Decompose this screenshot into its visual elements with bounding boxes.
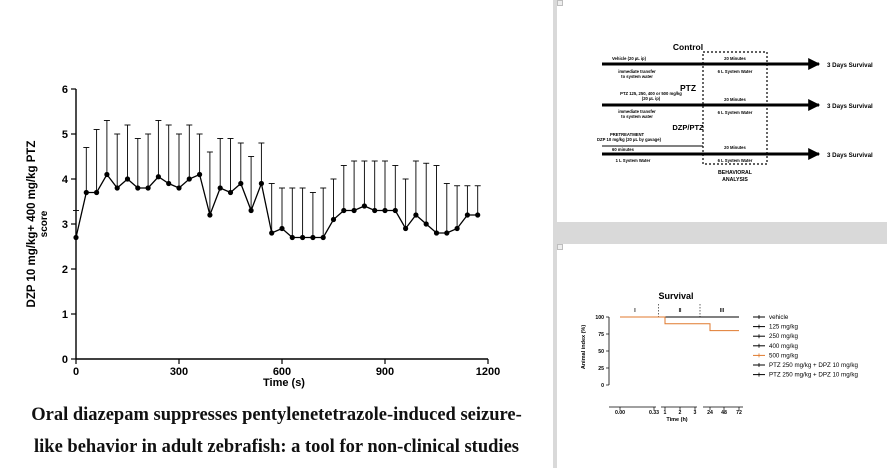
data-point	[321, 235, 326, 240]
row2-above-text-2: (20 µL ip)	[641, 96, 661, 101]
data-point	[73, 235, 78, 240]
y-axis-label-line1: DZP 10 mg/kg+ 400 mg/kg PTZ	[26, 140, 38, 308]
protocol-diagram-panel	[557, 0, 887, 222]
data-point	[84, 190, 89, 195]
survival-y-tick-label: 25	[598, 366, 604, 372]
row1-box-below: 6 L System Water	[717, 69, 753, 74]
survival-x-tick-label: 2	[678, 410, 682, 416]
data-point	[413, 212, 418, 217]
data-point	[269, 230, 274, 235]
row3-above-text-2: DZP 10 mg/kg (20 µL by gavage)	[597, 137, 661, 142]
row2-above-text-1: PTZ 125, 250, 400 or 500 mg/kg	[620, 91, 682, 96]
data-point	[310, 235, 315, 240]
row1-outcome: 3 Days Survival	[827, 62, 873, 69]
data-point	[135, 185, 140, 190]
data-point	[444, 230, 449, 235]
data-point	[352, 208, 357, 213]
x-tick-label: 600	[272, 366, 292, 378]
data-point	[290, 235, 295, 240]
x-tick-label: 300	[169, 366, 189, 378]
data-point	[249, 208, 254, 213]
y-tick-label: 1	[61, 309, 68, 321]
data-point	[341, 208, 346, 213]
legend-label: 125 mg/kg	[769, 323, 798, 331]
data-point	[197, 172, 202, 177]
row2-box-above: 20 Minutes	[724, 97, 746, 102]
survival-series-line	[620, 317, 739, 331]
data-point	[259, 181, 264, 186]
y-tick-label: 5	[61, 129, 68, 141]
survival-x-tick-label: 3	[693, 410, 697, 416]
y-tick-label: 4	[61, 174, 68, 186]
behavioral-analysis-label-1: BEHAVIORAL	[718, 170, 752, 176]
row3-box-above: 20 Minutes	[724, 145, 746, 150]
survival-segment-label: I	[634, 308, 636, 314]
data-point	[465, 212, 470, 217]
survival-x-tick-label: 48	[721, 410, 727, 416]
data-point	[156, 174, 161, 179]
data-point	[207, 212, 212, 217]
data-point	[393, 208, 398, 213]
survival-title: Survival	[658, 291, 694, 301]
data-point	[187, 176, 192, 181]
data-point	[176, 185, 181, 190]
data-point	[94, 190, 99, 195]
row1-above-text: Vehicle (20 µL ip)	[612, 56, 646, 61]
x-tick-label: 900	[375, 366, 395, 378]
data-point	[455, 226, 460, 231]
row1-box-above: 20 Minutes	[724, 56, 746, 61]
data-point	[475, 212, 480, 217]
data-point	[424, 221, 429, 226]
data-point	[238, 181, 243, 186]
y-tick-label: 2	[61, 264, 68, 276]
row2-below-text-1: immediate transfer	[618, 109, 656, 114]
data-point	[115, 185, 120, 190]
y-tick-label: 6	[61, 84, 68, 96]
row2-box-below: 6 L System Water	[717, 110, 753, 115]
series-line	[76, 175, 478, 238]
row3-box-below: 6 L System Water	[717, 158, 753, 163]
data-point	[166, 181, 171, 186]
survival-x-tick-label: 0.33	[648, 410, 660, 416]
survival-segment-label: III	[719, 308, 725, 314]
data-point	[331, 217, 336, 222]
x-axis-label: Time (s)	[263, 377, 305, 389]
data-point	[372, 208, 377, 213]
survival-x-tick-label: 72	[736, 410, 742, 416]
x-tick-label: 1200	[475, 366, 501, 378]
row-header-ptz: PTZ	[679, 83, 697, 93]
data-point	[228, 190, 233, 195]
survival-x-tick-label: 0.00	[614, 410, 626, 416]
y-axis-label-line2: score	[39, 210, 50, 238]
caption-line-2: like behavior in adult zebrafish: a tool for non-clinical studies	[34, 437, 519, 457]
survival-y-tick-label: 50	[598, 349, 604, 355]
data-point	[362, 203, 367, 208]
data-point	[403, 226, 408, 231]
survival-y-tick-label: 100	[595, 315, 604, 321]
legend-label: 400 mg/kg	[769, 342, 798, 350]
y-tick-label: 3	[61, 219, 68, 231]
y-tick-label: 0	[61, 354, 68, 366]
row2-below-text-2: to system water	[621, 114, 653, 119]
row1-below-text-1: immediate transfer	[618, 69, 656, 74]
row3-above-text-1: PRETREATMENT	[609, 132, 645, 137]
caption-line-1: Oral diazepam suppresses pentylenetetrazole-induced seizure-	[31, 405, 522, 425]
x-tick-label: 0	[72, 366, 80, 378]
row-header-dzp-ptz: DZP/PTZ	[672, 123, 704, 132]
survival-y-label: Animal index (%)	[581, 324, 587, 370]
protocol-diagram	[557, 0, 887, 222]
behavioral-analysis-label-2: ANALYSIS	[722, 177, 748, 183]
survival-segment-label: II	[678, 308, 682, 314]
data-point	[218, 185, 223, 190]
data-point	[382, 208, 387, 213]
data-point	[146, 185, 151, 190]
legend-label: PTZ 250 mg/kg + DPZ 10 mg/kg	[769, 371, 858, 379]
row1-below-text-2: to system water	[621, 74, 653, 79]
data-point	[125, 176, 130, 181]
survival-chart-panel	[557, 244, 887, 468]
legend-label: vehicle	[769, 314, 789, 321]
data-point	[300, 235, 305, 240]
row-header-control: Control	[672, 42, 704, 52]
row2-outcome: 3 Days Survival	[827, 103, 873, 110]
legend-label: 250 mg/kg	[769, 333, 798, 341]
survival-chart	[557, 244, 887, 468]
survival-x-tick-label: 24	[707, 410, 713, 416]
legend-label: PTZ 250 mg/kg + DPZ 10 mg/kg	[769, 362, 858, 369]
row3-mid-text: 60 minutes	[612, 147, 634, 152]
data-point	[434, 230, 439, 235]
row3-below-text: 1 L System Water	[615, 158, 651, 163]
data-point	[104, 172, 109, 177]
survival-x-tick-label: 1	[663, 410, 667, 416]
data-point	[279, 226, 284, 231]
survival-y-tick-label: 0	[601, 383, 604, 389]
row3-outcome: 3 Days Survival	[827, 152, 873, 159]
legend-label: 500 mg/kg	[769, 352, 798, 360]
survival-y-tick-label: 75	[598, 332, 604, 338]
survival-x-label: Time (h)	[666, 417, 688, 423]
